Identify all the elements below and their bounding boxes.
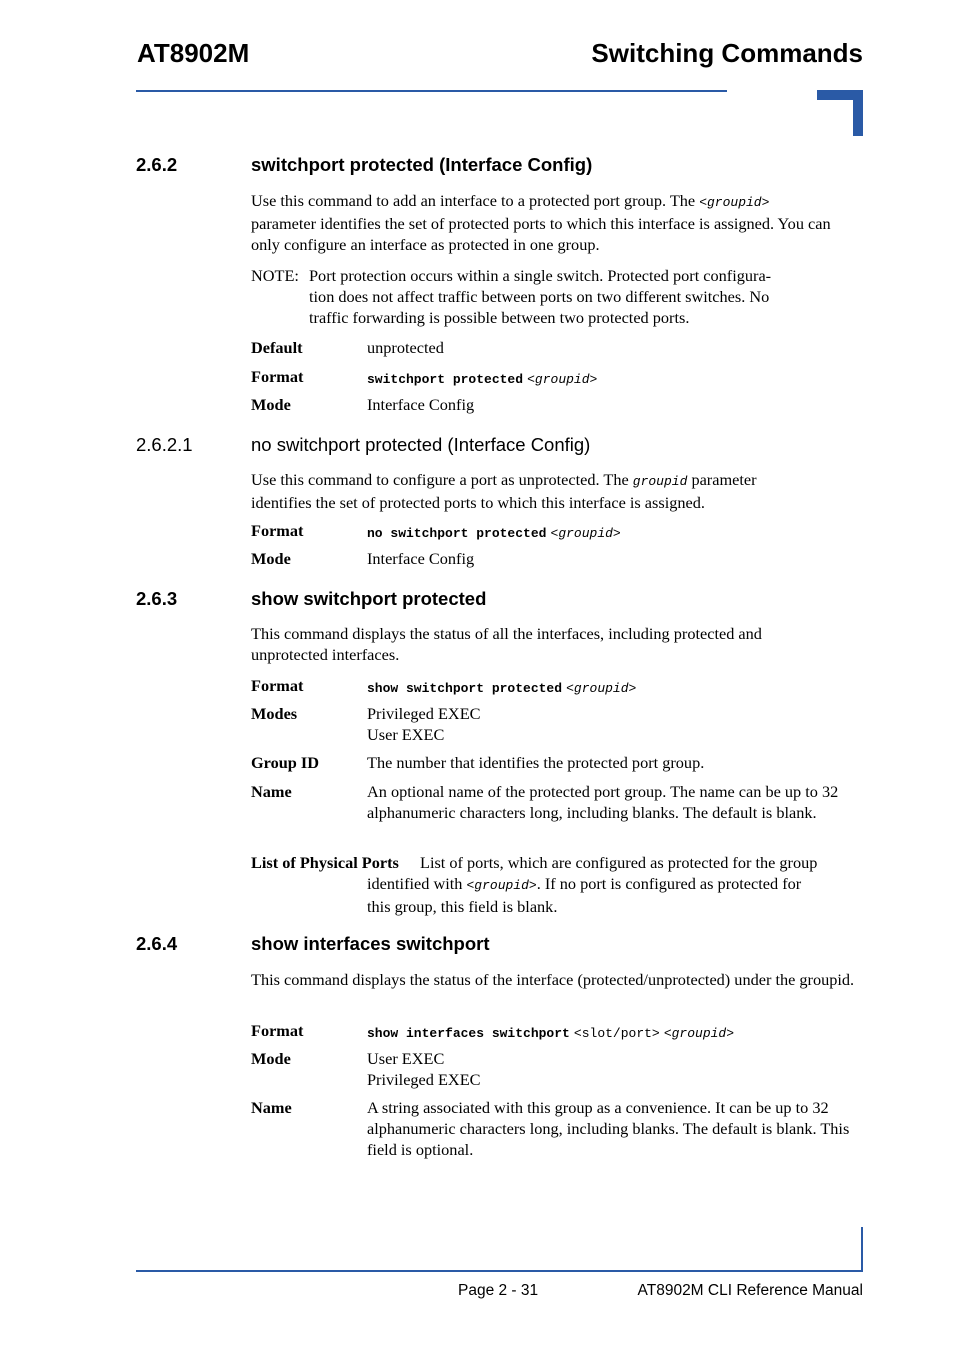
group-id-label: Group ID [251,753,320,772]
name-value: An optional name of the protected port group. The name can be up to 32 alphanumeric characters long, including blanks. The default is blank. [367,782,839,822]
mode-value: Interface Config [367,549,475,568]
physical-ports-label: List of Physical Ports [251,853,399,872]
format-value: switchport protected <groupid> [367,372,598,387]
header-title-left: AT8902M [137,38,250,68]
format-value: show interfaces switchport <slot/port> <groupid> [367,1026,735,1041]
paragraph: Use this command to configure a port as unprotected. The groupid parameter identifies the set of protected ports to which this interface is assigned. [251,470,757,512]
physical-ports-line1: List of ports, which are configured as protected for the group [420,853,818,872]
subsection-title: no switchport protected (Interface Config) [251,434,591,455]
mode-label: Mode [251,395,291,414]
manual-title: AT8902M CLI Reference Manual [637,1282,863,1299]
name-label: Name [251,1098,292,1117]
section-title: show interfaces switchport [251,933,490,954]
note-label: NOTE: [251,266,299,285]
note: NOTE: Port protection occurs within a single switch. Protected port configura- tion does not affect traffic between ports on two different switches. No traffic forwarding is possible between two protected ports. [251,266,772,327]
section-number: 2.6.3 [136,588,178,609]
name-label: Name [251,782,292,801]
header-rule [136,90,727,92]
format-label: Format [251,676,304,695]
footer-rule [136,1270,863,1272]
paragraph: This command displays the status of all the interfaces, including protected and unprotected interfaces. [251,624,762,664]
subsection-number: 2.6.2.1 [136,434,193,455]
mode-label: Mode [251,1049,291,1068]
section-number: 2.6.2 [136,154,178,175]
format-value: no switchport protected <groupid> [367,526,621,541]
corner-mark [817,90,863,136]
mode-value: User EXEC Privileged EXEC [367,1049,481,1089]
page-number: Page 2 - 31 [458,1282,539,1299]
footer-corner-mark [861,1227,863,1272]
section-title: show switchport protected [251,588,487,609]
default-label: Default [251,338,303,357]
format-label: Format [251,367,304,386]
paragraph: This command displays the status of the interface (protected/unprotected) under the groupid. [251,970,855,989]
default-value: unprotected [367,338,444,357]
format-label: Format [251,1021,304,1040]
header-title-right: Switching Commands [591,38,863,68]
mode-label: Mode [251,549,291,568]
format-value: show switchport protected <groupid> [367,681,637,696]
section-number: 2.6.4 [136,933,178,954]
physical-ports-value: identified with <groupid>. If no port is configured as protected for this group, this field is blank. [367,874,802,916]
modes-label: Modes [251,704,298,723]
groupid-arg: <groupid> [699,195,770,210]
mode-value: Interface Config [367,395,475,414]
modes-value: Privileged EXEC User EXEC [367,704,481,744]
name-value: A string associated with this group as a convenience. It can be up to 32 alphanumeric characters long, including blanks. The default is blank. This field is optional. [367,1098,850,1159]
section-title: switchport protected (Interface Config) [251,154,593,175]
paragraph: Use this command to add an interface to a protected port group. The <groupid> parameter identifies the set of protected ports to which this interface is assigned. You can only configure an interface as protected in one group. [251,191,831,254]
format-label: Format [251,521,304,540]
group-id-value: The number that identifies the protected port group. [367,753,705,772]
